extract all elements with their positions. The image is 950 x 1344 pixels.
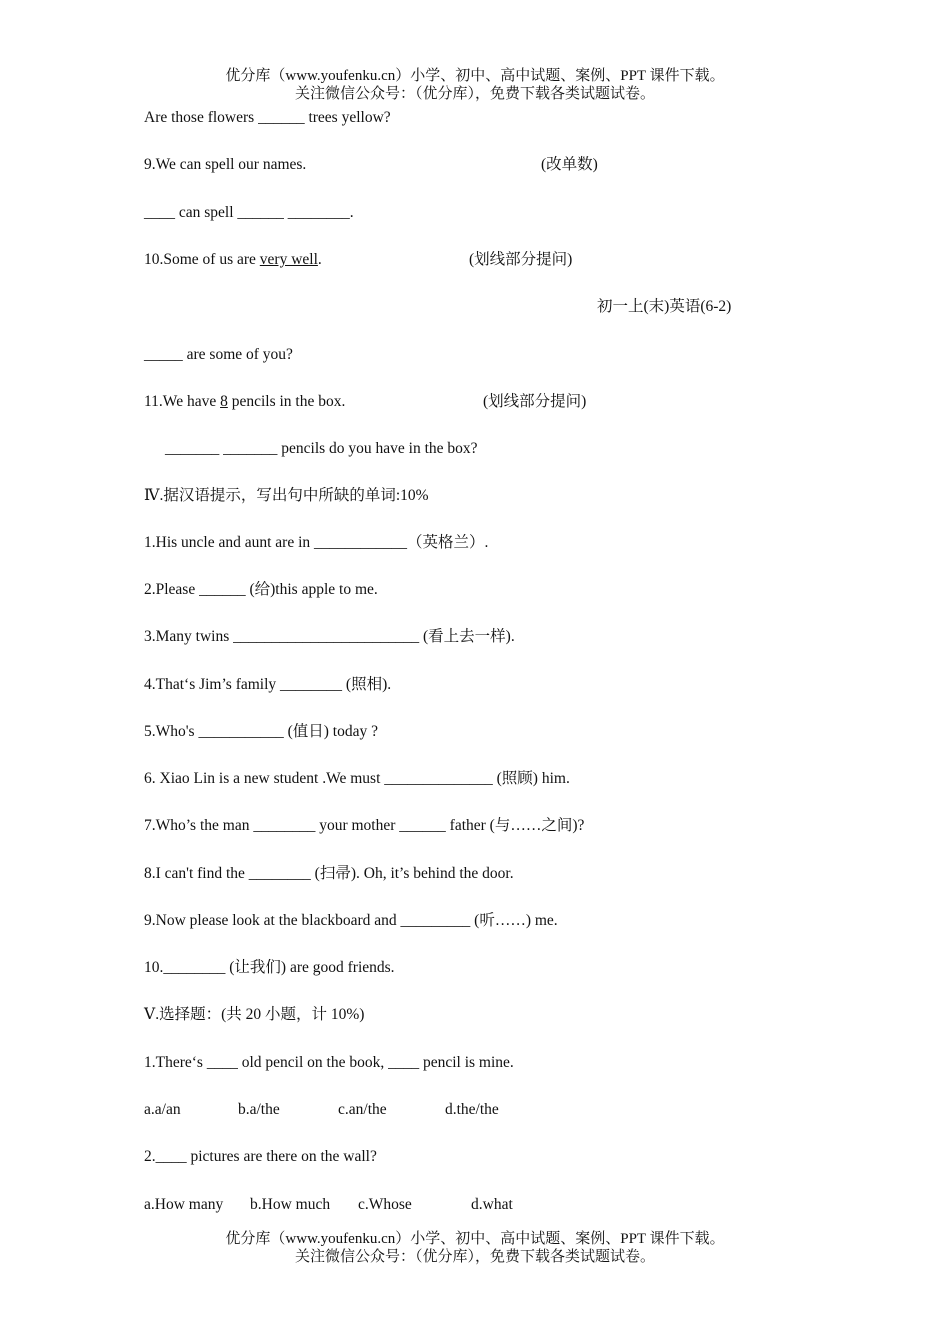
footer-line-2: 关注微信公众号：（优分库），免费下载各类试题试卷。 — [294, 1249, 655, 1265]
section4-item: 10.________ (让我们) are good friends. — [144, 959, 395, 976]
page-header — [0, 67, 950, 103]
q11-end: pencils in the box. — [227, 393, 346, 410]
section5-q2-options — [144, 1195, 513, 1215]
q9-question: 9.We can spell our names. — [144, 156, 307, 173]
footer-line-1: 优分库（www.youfenku.cn）小学、初中、高中试题、案例、PPT 课件下载。 — [225, 1231, 725, 1247]
option-d: d.the/the — [445, 1101, 499, 1118]
section4-item: 8.I can't find the ________ (扫帚). Oh, it’s behind the door. — [144, 865, 514, 882]
q9-answer-line: ____ can spell ______ ________. — [144, 204, 354, 221]
q11-note: (划线部分提问) — [483, 393, 587, 410]
option-c: c.Whose — [358, 1196, 412, 1213]
section5-q1-options — [144, 1100, 499, 1120]
option-a: a.a/an — [144, 1101, 181, 1118]
section5-q1: 1.There‘s ____ old pencil on the book, ____ pencil is mine. — [144, 1054, 514, 1071]
q10-question — [144, 250, 322, 270]
section4-item: 1.His uncle and aunt are in ____________（英格兰）. — [144, 534, 489, 551]
section5-title: Ⅴ.选择题：(共 20 小题，计 10%) — [144, 1006, 365, 1023]
section4-item: 6. Xiao Lin is a new student .We must ______________ (照顾) him. — [144, 770, 570, 787]
option-c: c.an/the — [338, 1101, 387, 1118]
section4-item: 3.Many twins ________________________ (看上去一样). — [144, 628, 515, 645]
section5-q2: 2.____ pictures are there on the wall? — [144, 1148, 377, 1165]
q9-note: (改单数) — [541, 156, 598, 173]
section4-item: 4.That‘s Jim’s family ________ (照相). — [144, 676, 392, 693]
section4-item: 2.Please ______ (给)this apple to me. — [144, 581, 378, 598]
section4-item: 5.Who's ___________ (值日) today ? — [144, 723, 378, 740]
q11-question — [144, 392, 345, 412]
q10-end: . — [317, 251, 322, 268]
option-a: a.How many — [144, 1196, 224, 1213]
q11-underlined: 8 — [220, 393, 228, 410]
header-line-2: 关注微信公众号：（优分库），免费下载各类试题试卷。 — [294, 86, 655, 102]
q11-text: 11.We have — [144, 393, 221, 410]
q10-note: (划线部分提问) — [469, 251, 573, 268]
option-d: d.what — [471, 1196, 513, 1213]
q10-answer-line: _____ are some of you? — [144, 346, 293, 363]
section4-item: 7.Who’s the man ________ your mother ______ father (与……之间)? — [144, 817, 585, 834]
q8-answer-line: Are those flowers ______ trees yellow? — [144, 109, 391, 126]
q10-underlined: very well — [259, 251, 318, 268]
page-footer — [0, 1230, 950, 1266]
option-b: b.How much — [250, 1196, 331, 1213]
option-b: b.a/the — [238, 1101, 280, 1118]
section4-title: Ⅳ.据汉语提示，写出句中所缺的单词:10% — [144, 487, 429, 504]
header-line-1: 优分库（www.youfenku.cn）小学、初中、高中试题、案例、PPT 课件下载。 — [225, 68, 725, 84]
section4-item: 9.Now please look at the blackboard and _________ (听……) me. — [144, 912, 558, 929]
page-tag: 初一上(末)英语(6-2) — [597, 298, 732, 315]
q11-answer-line: _______ _______ pencils do you have in the box? — [165, 440, 478, 457]
q10-text: 10.Some of us are — [144, 251, 260, 268]
